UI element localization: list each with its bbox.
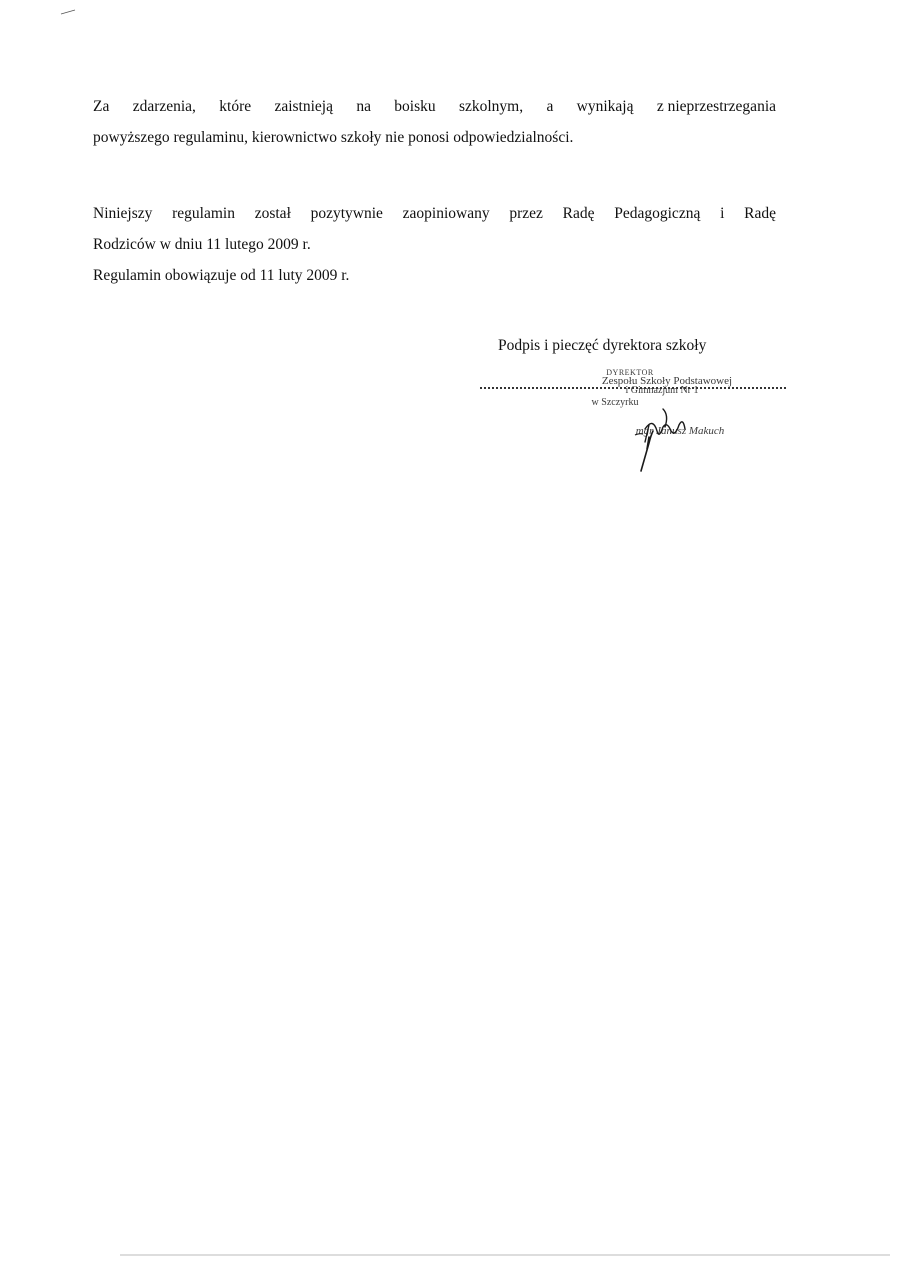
effective-date-line: Regulamin obowiązuje od 11 luty 2009 r. <box>93 267 350 284</box>
word: które <box>219 98 252 115</box>
stamp-gymnasium: i Gimnazjum Nr 1 <box>625 385 699 396</box>
scan-artifact-mark <box>60 9 76 15</box>
liability-paragraph-line-2: powyższego regulaminu, kierownictwo szkoły nie ponosi odpowiedzialności. <box>93 129 574 146</box>
word: Niniejszy <box>93 205 153 222</box>
stamp-director-name: mgr Janusz Makuch <box>635 425 725 437</box>
handwritten-signature <box>605 387 715 482</box>
word: przez <box>509 205 543 222</box>
stamp-title: DYREKTOR <box>606 368 654 377</box>
word: boisku <box>394 98 436 115</box>
word: został <box>254 205 291 222</box>
stamp-town: w Szczyrku <box>591 397 639 408</box>
word: Pedagogiczną <box>614 205 701 222</box>
word: wynikają <box>576 98 634 115</box>
word: z nieprzestrzegania <box>656 98 776 115</box>
approval-paragraph-line-1 <box>93 198 776 229</box>
signature-label: Podpis i pieczęć dyrektora szkoły <box>498 337 707 354</box>
word: zaopiniowany <box>402 205 490 222</box>
stamp-school-name: Zespołu Szkoły Podstawowej <box>601 375 733 387</box>
approval-paragraph <box>93 198 776 291</box>
word: zdarzenia, <box>132 98 196 115</box>
scan-bottom-edge <box>120 1254 890 1256</box>
liability-paragraph-line-1 <box>93 91 776 122</box>
word: Radę <box>562 205 595 222</box>
word: i <box>720 205 725 222</box>
word: pozytywnie <box>310 205 383 222</box>
approval-paragraph-line-2: Rodziców w dniu 11 lutego 2009 r. <box>93 236 311 253</box>
word: regulamin <box>172 205 235 222</box>
liability-paragraph <box>93 91 776 153</box>
word: szkolnym, <box>458 98 524 115</box>
word: zaistnieją <box>274 98 333 115</box>
word: Za <box>93 98 110 115</box>
word: Radę <box>744 205 776 222</box>
word: na <box>356 98 371 115</box>
director-stamp <box>480 365 790 480</box>
word: a <box>546 98 554 115</box>
